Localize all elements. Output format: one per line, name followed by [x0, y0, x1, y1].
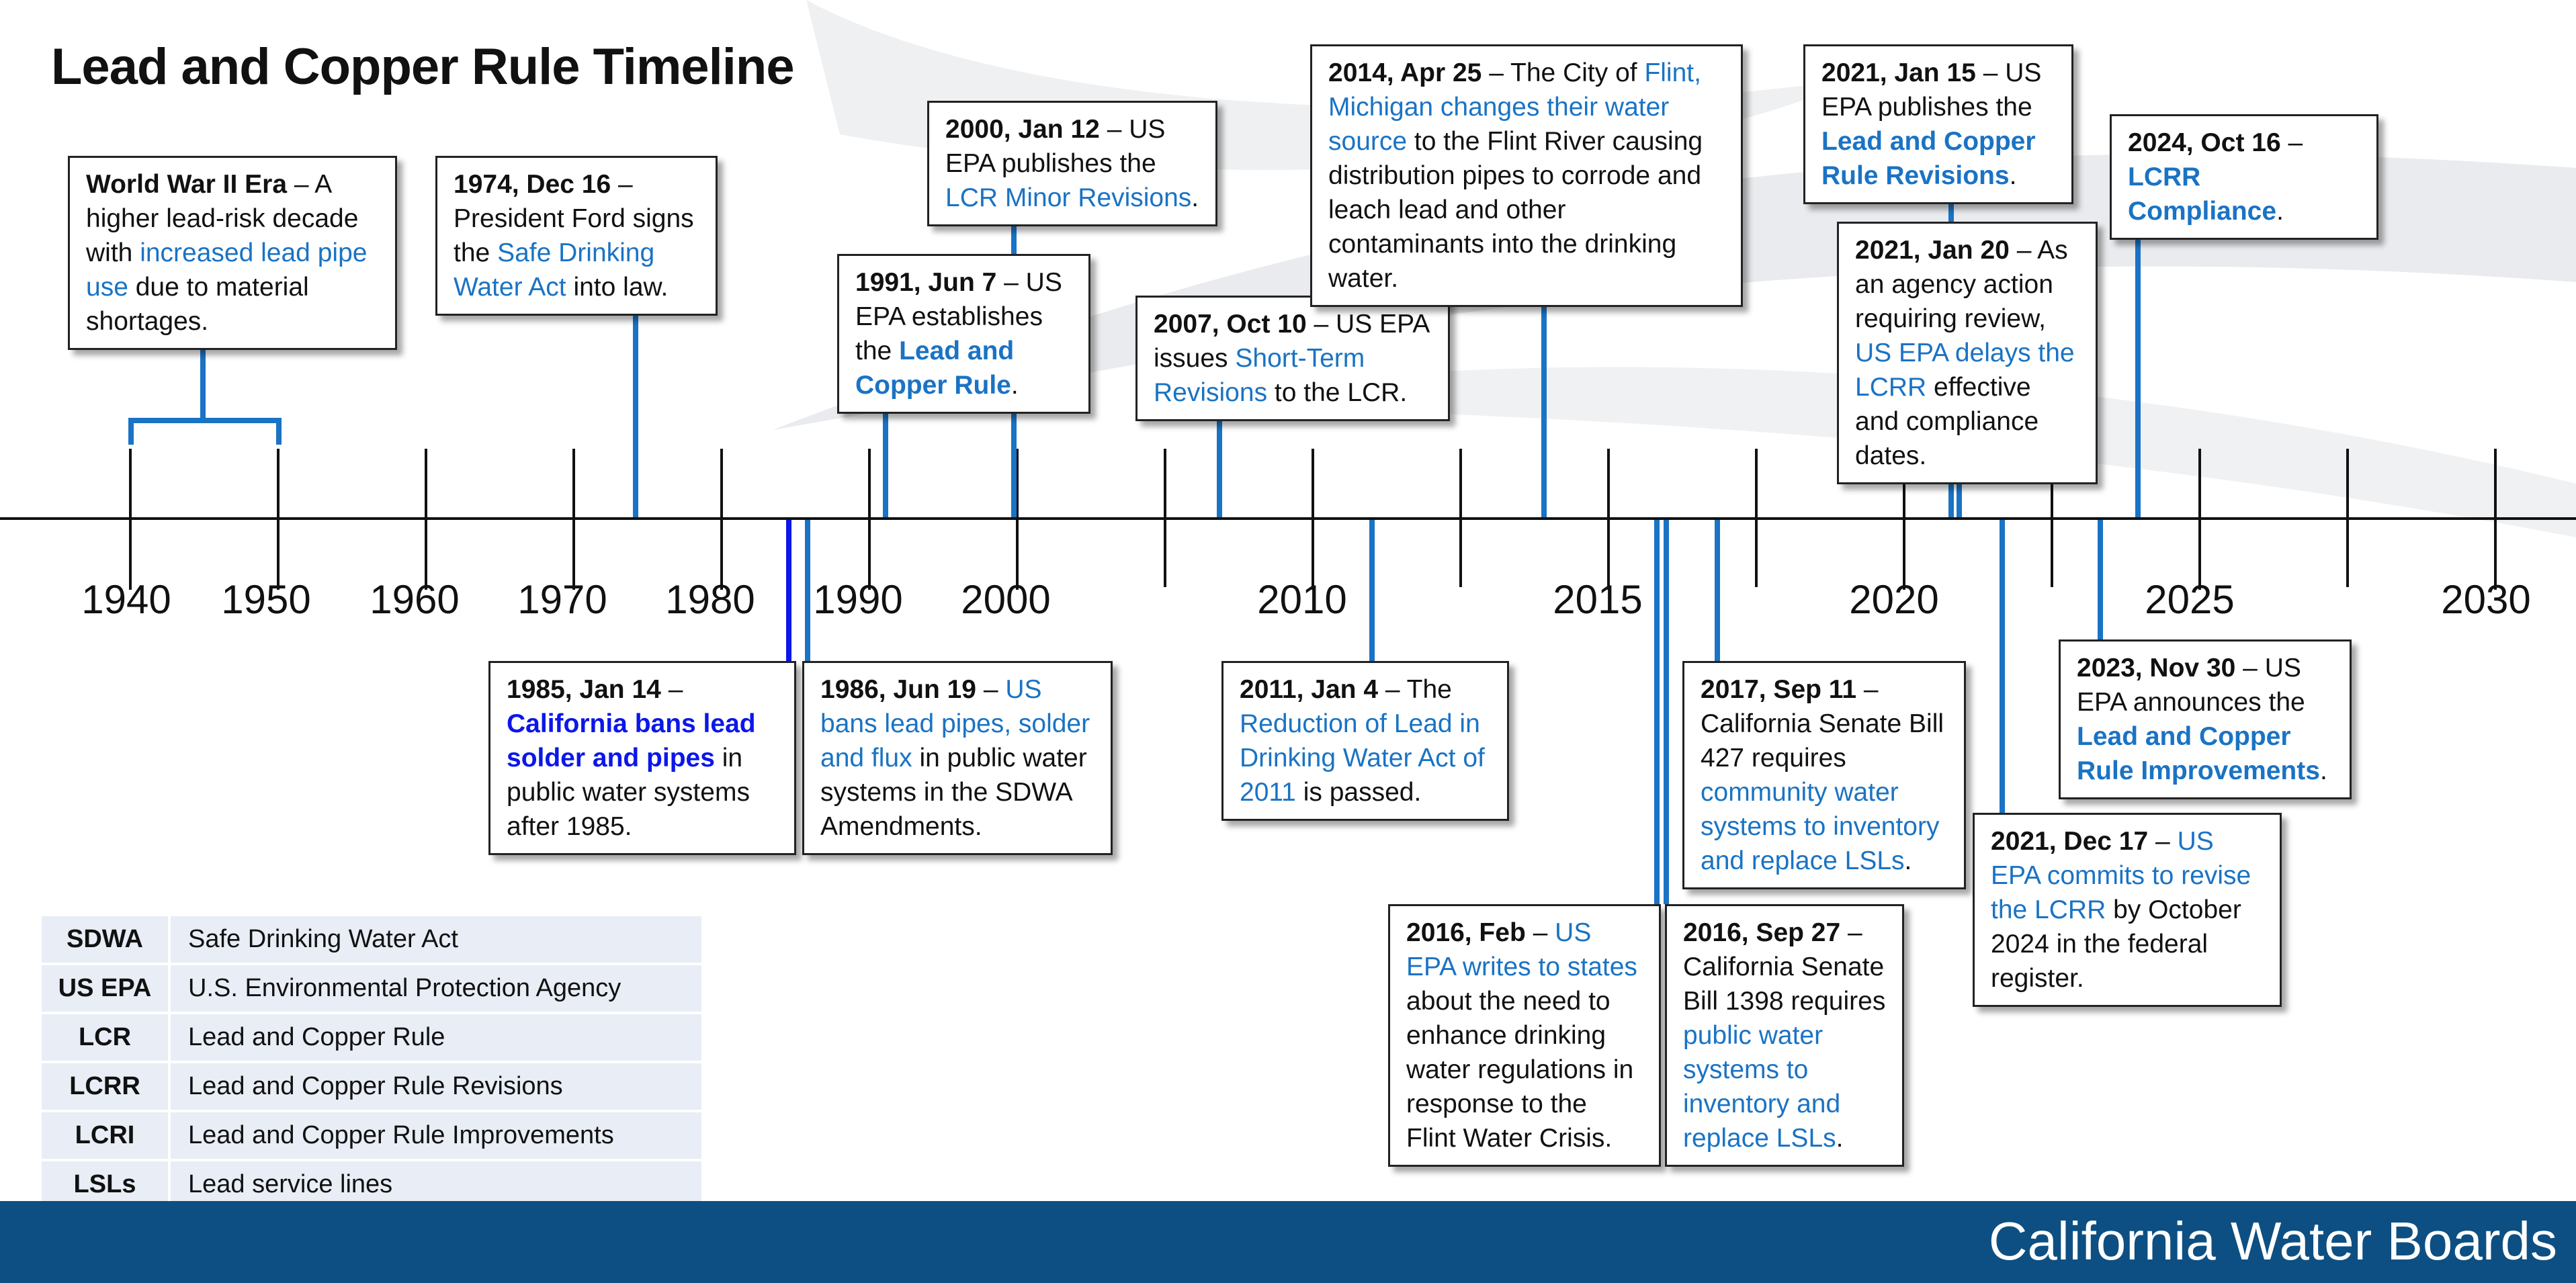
- year-label-2000: 2000: [961, 577, 1051, 622]
- event-2021-jan20: [1837, 222, 2098, 484]
- event-text: A higher lead-risk decade with: [86, 170, 359, 267]
- abbr-value: U.S. Environmental Protection Agency: [169, 964, 703, 1013]
- event-date: 2021, Jan 15: [1821, 58, 1976, 87]
- event-2017: [1682, 661, 1966, 889]
- event-separator: –: [2148, 827, 2178, 856]
- connector-2016-feb: [1654, 520, 1660, 904]
- event-text: .: [2009, 161, 2017, 190]
- event-separator: –: [2280, 128, 2303, 157]
- connector-2024: [2135, 202, 2141, 517]
- event-highlight: US EPA writes to states: [1406, 918, 1637, 981]
- event-text: effective and compliance dates.: [1855, 373, 2039, 470]
- event-text: US EPA publishes the: [945, 115, 1166, 178]
- event-date: 1986, Jun 19: [820, 675, 976, 704]
- axis-tick: [1312, 449, 1314, 590]
- event-separator: –: [1306, 310, 1336, 339]
- footer-bar: [0, 1201, 2576, 1283]
- event-text: .: [1904, 846, 1912, 875]
- event-text: due to material shortages.: [86, 273, 309, 336]
- event-2011: [1221, 661, 1509, 821]
- event-date: 2017, Sep 11: [1701, 675, 1857, 704]
- event-2023: [2059, 639, 2352, 799]
- abbr-key: US EPA: [40, 964, 169, 1013]
- event-2000: [927, 101, 1217, 226]
- event-highlight: Flint, Michigan changes their water source: [1328, 58, 1701, 156]
- year-label-2020: 2020: [1849, 577, 1939, 622]
- abbr-value: Lead and Copper Rule Improvements: [169, 1111, 703, 1160]
- abbr-value: Lead service lines: [169, 1160, 703, 1209]
- axis-tick: [720, 449, 723, 590]
- event-highlight: LCR Minor Revisions: [945, 183, 1192, 212]
- event-text: .: [2319, 756, 2327, 785]
- event-separator: –: [1840, 918, 1862, 947]
- abbr-key: LCRI: [40, 1111, 169, 1160]
- event-text: about the need to enhance drinking water regulations in response to the Flint Water Crisis.: [1406, 987, 1634, 1153]
- event-text: into law.: [566, 273, 669, 302]
- connector-1991: [883, 411, 888, 517]
- axis-tick: [1164, 449, 1166, 587]
- event-text: .: [1011, 371, 1019, 400]
- event-date: 2007, Oct 10: [1154, 310, 1307, 339]
- abbr-key: SDWA: [40, 915, 169, 964]
- event-separator: –: [1378, 675, 1407, 704]
- axis-tick: [572, 449, 575, 590]
- event-date: 1974, Dec 16: [454, 170, 611, 199]
- axis-tick: [868, 449, 871, 590]
- event-date: 2000, Jan 12: [945, 115, 1100, 144]
- event-2014: [1310, 44, 1743, 307]
- year-label-1940: 1940: [81, 577, 171, 622]
- event-separator: –: [2235, 654, 2265, 682]
- abbreviation-table: [39, 914, 704, 1210]
- event-text: .: [1836, 1124, 1844, 1153]
- event-text: US EPA announces the: [2077, 654, 2305, 717]
- event-highlight: US EPA commits to revise the LCRR: [1991, 827, 2251, 924]
- event-date: 2023, Nov 30: [2077, 654, 2236, 682]
- event-2016-feb: [1388, 904, 1661, 1167]
- abbr-key: LCR: [40, 1013, 169, 1062]
- year-label-1950: 1950: [221, 577, 311, 622]
- event-text: As an agency action requiring review,: [1855, 236, 2068, 333]
- axis-tick: [1459, 449, 1462, 587]
- event-text: California Senate Bill 1398 requires: [1683, 953, 1886, 1016]
- event-text: .: [1191, 183, 1199, 212]
- event-2016-sep: [1665, 904, 1904, 1167]
- event-separator: –: [1525, 918, 1555, 947]
- year-label-1970: 1970: [517, 577, 607, 622]
- event-text: to the LCR.: [1267, 378, 1408, 407]
- connector-1986: [805, 520, 810, 662]
- ww2-bracket-stem: [200, 344, 206, 418]
- event-separator: –: [660, 675, 683, 704]
- event-1974: [435, 156, 718, 316]
- event-text: by October 2024 in the federal register.: [1991, 895, 2241, 993]
- event-highlight: Lead and Copper Rule Improvements: [2077, 722, 2320, 785]
- event-ww2: [68, 156, 397, 350]
- axis-tick: [277, 449, 280, 590]
- event-separator: –: [1099, 115, 1129, 144]
- ww2-bracket-bar: [128, 418, 282, 423]
- event-text: is passed.: [1295, 778, 1422, 807]
- event-date: 1991, Jun 7: [855, 268, 997, 297]
- event-highlight: Short-Term Revisions: [1154, 344, 1365, 407]
- connector-2016-sep: [1664, 520, 1669, 904]
- connector-2021-dec: [2000, 520, 2005, 815]
- connector-2023: [2098, 520, 2103, 644]
- year-label-2025: 2025: [2145, 577, 2235, 622]
- event-text: The City of: [1510, 58, 1645, 87]
- connector-2007: [1217, 418, 1222, 517]
- abbr-key: LSLs: [40, 1160, 169, 1209]
- event-highlight: public water systems to inventory and replace LSLs: [1683, 1021, 1841, 1153]
- event-separator: –: [2009, 236, 2038, 265]
- table-row: [40, 964, 703, 1013]
- table-row: [40, 1013, 703, 1062]
- event-date: 1985, Jan 14: [507, 675, 661, 704]
- axis-tick: [2346, 449, 2349, 587]
- year-label-2010: 2010: [1257, 577, 1347, 622]
- event-1991: [837, 254, 1090, 414]
- event-text: The: [1406, 675, 1452, 704]
- event-2007: [1135, 296, 1450, 421]
- table-row: [40, 915, 703, 964]
- event-2021-dec: [1973, 813, 2282, 1007]
- event-text: US EPA issues: [1154, 310, 1429, 373]
- table-row: [40, 1111, 703, 1160]
- event-separator: –: [1482, 58, 1511, 87]
- event-text: in public water systems in the SDWA Amendments.: [820, 744, 1087, 841]
- event-text: California Senate Bill 427 requires: [1701, 709, 1944, 772]
- year-label-2015: 2015: [1553, 577, 1643, 622]
- year-label-1990: 1990: [813, 577, 903, 622]
- ww2-bracket-right: [276, 418, 282, 445]
- event-2024: [2110, 114, 2378, 240]
- footer-brand: California Water Boards: [1988, 1211, 2557, 1271]
- event-highlight: Lead and Copper Rule: [855, 337, 1015, 400]
- event-separator: –: [1975, 58, 2006, 87]
- event-date: 2016, Feb: [1406, 918, 1526, 947]
- event-separator: –: [611, 170, 633, 199]
- abbr-value: Safe Drinking Water Act: [169, 915, 703, 964]
- event-separator: –: [1856, 675, 1879, 704]
- event-date: 2016, Sep 27: [1683, 918, 1841, 947]
- event-highlight: increased lead pipe use: [86, 238, 368, 302]
- event-separator: –: [287, 170, 315, 199]
- axis-tick: [2494, 449, 2497, 590]
- axis-tick: [2198, 449, 2201, 590]
- event-separator: –: [996, 268, 1026, 297]
- event-date: 2014, Apr 25: [1328, 58, 1482, 87]
- connector-1985: [786, 520, 791, 662]
- event-date: 2011, Jan 4: [1240, 675, 1379, 704]
- event-separator: –: [976, 675, 1006, 704]
- connector-1974: [633, 312, 638, 517]
- axis-tick: [425, 449, 427, 590]
- event-highlight: Lead and Copper Rule Revisions: [1821, 127, 2036, 190]
- connector-2011: [1369, 520, 1375, 662]
- abbr-key: LCRR: [40, 1062, 169, 1111]
- event-highlight: Reduction of Lead in Drinking Water Act of 2011: [1240, 709, 1485, 807]
- event-text: .: [2276, 197, 2284, 226]
- axis-tick: [1755, 449, 1758, 587]
- event-date: World War II Era: [86, 170, 288, 199]
- event-text: US EPA publishes the: [1821, 58, 2042, 122]
- event-highlight: community water systems to inventory and replace LSLs: [1701, 778, 1940, 875]
- event-highlight: LCRR Compliance: [2128, 163, 2277, 226]
- timeline-axis: [0, 517, 2576, 520]
- event-highlight: US bans lead pipes, solder and flux: [820, 675, 1090, 772]
- page-title: Lead and Copper Rule Timeline: [51, 38, 794, 95]
- year-label-1960: 1960: [370, 577, 460, 622]
- table-row: [40, 1062, 703, 1111]
- event-text: US EPA establishes the: [855, 268, 1062, 365]
- abbr-value: Lead and Copper Rule Revisions: [169, 1062, 703, 1111]
- event-highlight: California bans lead solder and pipes: [507, 709, 756, 772]
- abbr-value: Lead and Copper Rule: [169, 1013, 703, 1062]
- event-date: 2021, Dec 17: [1991, 827, 2149, 856]
- event-text: to the Flint River causing distribution pipes to corrode and leach lead and other contaminants into the drinking water.: [1328, 127, 1703, 293]
- year-label-1980: 1980: [665, 577, 755, 622]
- event-text: in public water systems after 1985.: [507, 744, 750, 841]
- ww2-bracket-left: [128, 418, 134, 445]
- event-2021-jan15: [1803, 44, 2073, 204]
- event-1985: [488, 661, 796, 855]
- year-label-2030: 2030: [2441, 577, 2531, 622]
- event-text: President Ford signs the: [454, 204, 694, 267]
- axis-tick: [1607, 449, 1610, 590]
- event-date: 2024, Oct 16: [2128, 128, 2281, 157]
- event-highlight: US EPA delays the LCRR: [1855, 339, 2075, 402]
- axis-tick: [129, 449, 132, 590]
- event-date: 2021, Jan 20: [1855, 236, 2010, 265]
- event-1986: [802, 661, 1113, 855]
- event-highlight: Safe Drinking Water Act: [454, 238, 655, 302]
- connector-2017: [1715, 520, 1720, 662]
